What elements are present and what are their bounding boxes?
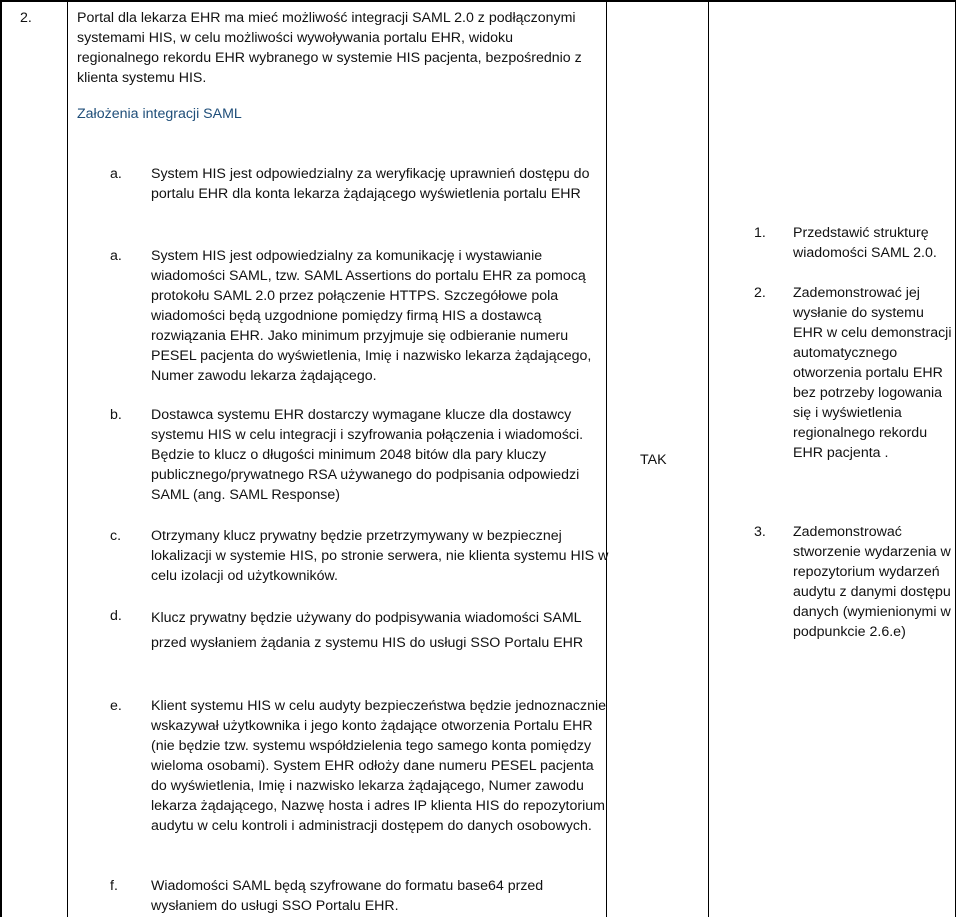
list-item-label: f. (110, 878, 118, 894)
answer-cell: TAK (640, 452, 667, 468)
demonstration-item-number: 1. (754, 225, 766, 241)
list-item-text: Otrzymany klucz prywatny będzie przetrzymywany w bezpiecznej lokalizacji w systemie HIS, po stronie serwera, nie klienta systemu HIS w celu izolacji od użytkowników. (151, 528, 609, 584)
demonstration-item-number: 2. (754, 285, 766, 301)
demonstration-item-text: Zademonstrować jej wysłanie do systemu EHR w celu demonstracji automatycznego otworzenia portalu EHR bez potrzeby logowania się i wyświetlenia regionalnego rekordu EHR pacjenta . (793, 285, 952, 461)
demonstration-item-text: Przedstawić strukturę wiadomości SAML 2.0. (793, 225, 937, 261)
list-item-label: a. (110, 248, 122, 264)
list-item-label: d. (110, 608, 122, 624)
list-item-text: Dostawca systemu EHR dostarczy wymagane klucze dla dostawcy systemu HIS w celu integracji i szyfrowania połączenia i wiadomości. Będzie to klucz o długości minimum 2048 bitów dla pary kluczy publicznego/prywatnego RSA używanego do podpisania odpowiedzi SAML (ang. SAML Response) (151, 407, 584, 503)
demonstration-item-number: 3. (754, 524, 766, 540)
list-item-text: System HIS jest odpowiedzialny za weryfikację uprawnień dostępu do portalu EHR dla konta lekarza żądającego wyświetlenia portalu EHR (151, 166, 590, 202)
requirement-intro-text: Portal dla lekarza EHR ma mieć możliwość integracji SAML 2.0 z podłączonymi systemami HIS, w celu możliwości wywoływania portalu EHR, widoku regionalnego rekordu EHR wybranego w systemie HIS pacjenta, bezpośrednio z klienta systemu HIS. (77, 10, 582, 86)
list-item-text: Wiadomości SAML będą szyfrowane do formatu base64 przed wysłaniem do usługi SSO Portalu EHR. (151, 878, 544, 914)
list-item-label: a. (110, 166, 122, 182)
section-subheading: Założenia integracji SAML (77, 106, 242, 122)
list-item-text: System HIS jest odpowiedzialny za komunikację i wystawianie wiadomości SAML, tzw. SAML Assertions do portalu EHR za pomocą protokołu SAML 2.0 przez połączenie HTTPS. Szczegółowe pola wiadomości będą uzgodnione pomiędzy firmą HIS a dostawcą rozwiązania EHR. Jako minimum przyjmuje się odbieranie numeru PESEL pacjenta do wyświetlenia, Imię i nazwisko lekarza żądającego, Numer zawodu lekarza żądającego. (151, 248, 592, 384)
column-divider-number (67, 0, 68, 917)
table-top-border (0, 0, 956, 2)
requirement-intro (77, 8, 597, 88)
list-item-label: c. (110, 528, 122, 544)
list-item-text: Klient systemu HIS w celu audyty bezpieczeństwa będzie jednoznacznie wskazywał użytkownika i jego konto żądające otworzenia Portalu EHR (nie będzie tzw. systemu współdzielenia tego samego konta pomiędzy wieloma osobami). System EHR odłoży dane numeru PESEL pacjenta do wyświetlenia, Imię i nazwisko lekarza żądającego, Numer zawodu lekarza żądającego, Nazwę hosta i adres IP klienta HIS do repozytorium audytu w celu kontroli i administracji dostępem do danych osobowych. (151, 698, 607, 834)
demonstration-item-text: Zademonstrować stworzenie wydarzenia w repozytorium wydarzeń audytu z danymi dostępu danych (wymienionymi w podpunkcie 2.6.e) (793, 524, 951, 640)
column-divider-answer (708, 0, 709, 917)
row-number: 2. (20, 10, 32, 26)
table-right-border (955, 0, 956, 917)
list-item-text: Klucz prywatny będzie używany do podpisywania wiadomości SAML przed wysłaniem żądania z systemu HIS do usługi SSO Portalu EHR (151, 610, 584, 651)
list-item-label: b. (110, 407, 122, 423)
list-item-label: e. (110, 698, 122, 714)
table-left-border (0, 0, 2, 917)
